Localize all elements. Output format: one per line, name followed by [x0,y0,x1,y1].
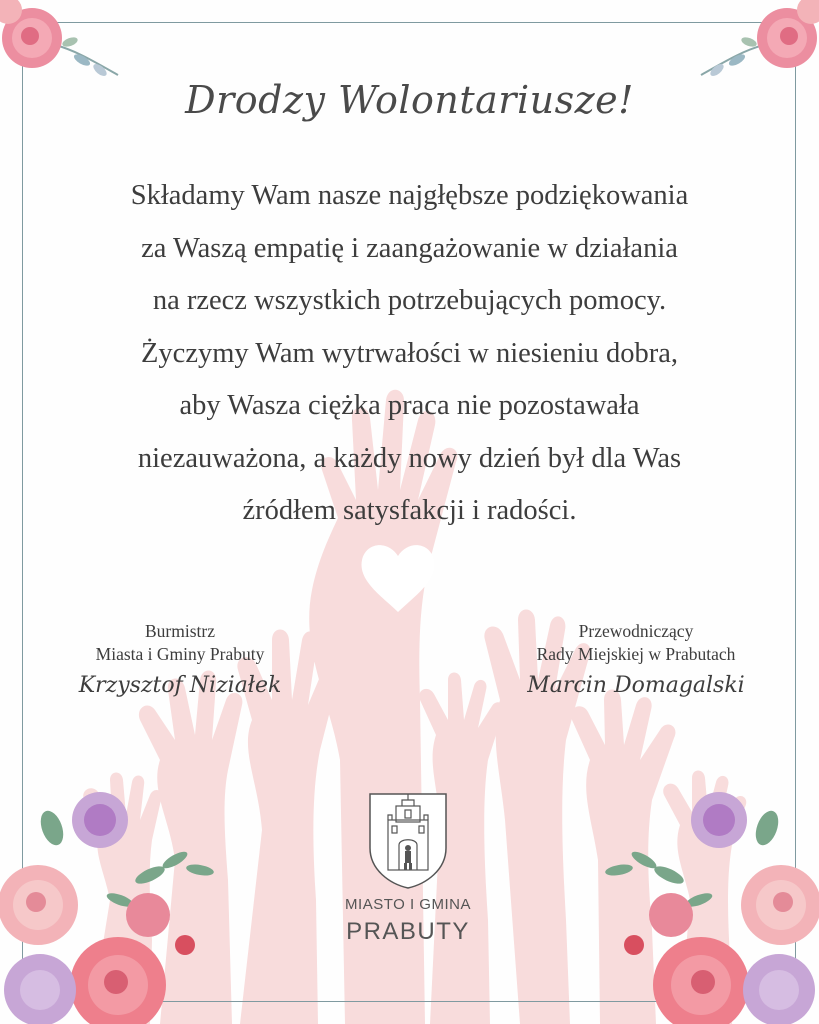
letter-line: aby Wasza ciężka praca nie pozostawała [179,390,640,421]
flower-bouquet-bottom-right-icon [579,780,819,1024]
signature-mayor [40,620,320,697]
logo-subtitle: MIASTO I GMINA [345,896,471,913]
letter-line: Życzymy Wam wytrwałości w niesieniu dobra, [141,337,678,369]
signature-name: Krzysztof Niziałek [78,673,282,698]
coat-of-arms-icon [366,790,450,890]
signature-title: Rady Miejskiej w Prabutach [536,644,736,664]
greeting-heading: Drodzy Wolontariusze! [185,78,634,122]
signature-name: Marcin Domagalski [527,673,745,698]
letter-line: źródłem satysfakcji i radości. [242,495,577,526]
letter-line: niezauważona, a każdy nowy dzień był dla Was [137,442,682,474]
signature-title: Burmistrz [145,621,215,641]
letter-line: Składamy Wam nasze najgłębsze podziękowania [130,180,689,211]
logo-title: PRABUTY [346,918,470,945]
signature-title: Przewodniczący [578,621,694,641]
signature-council-chair [496,620,776,697]
letter-body [60,170,759,538]
letter-line: za Waszą empatię i zaangażowanie w działania [141,232,678,264]
signature-title: Miasta i Gminy Prabuty [95,644,265,664]
flower-bouquet-bottom-left-icon [0,780,240,1024]
municipality-logo [333,790,483,950]
letter-line: na rzecz wszystkich potrzebujących pomocy. [152,285,667,316]
